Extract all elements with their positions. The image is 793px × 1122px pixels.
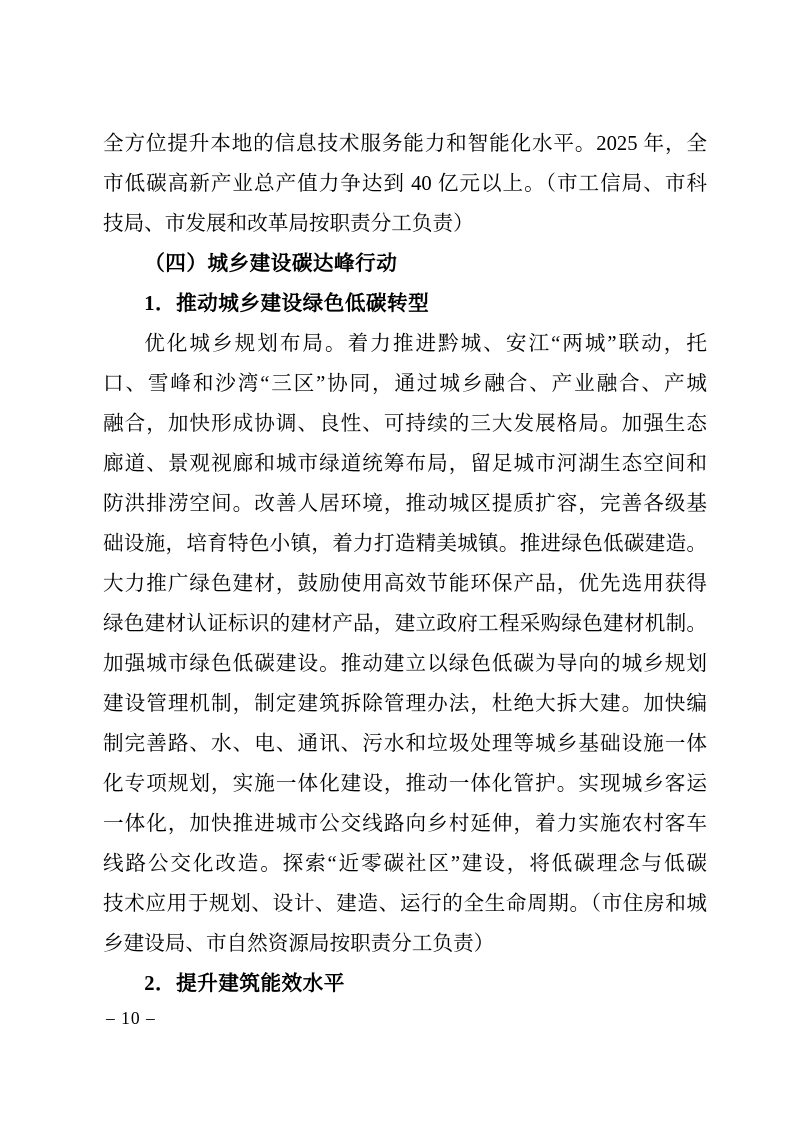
text-line: 大力推广绿色建材，鼓励使用高效节能环保产品，优先选用获得 [103,573,707,595]
text-line: 融合，加快形成协调、良性、可持续的三大发展格局。加强生态 [103,413,707,435]
heading-section-four: （四）城乡建设碳达峰行动 [144,253,398,275]
text-line: 口、雪峰和沙湾“三区”协同，通过城乡融合、产业融合、产城 [103,373,707,395]
document-body [103,124,707,1004]
text-line: 建设管理机制，制定建筑拆除管理办法，杜绝大拆大建。加快编 [103,693,707,715]
text-line: 技术应用于规划、设计、建造、运行的全生命周期。（市住房和城 [103,893,707,915]
text-line: 线路公交化改造。探索“近零碳社区”建设，将低碳理念与低碳 [103,853,707,875]
text-line: 绿色建材认证标识的建材产品，建立政府工程采购绿色建材机制。 [103,613,707,635]
text-line: 全方位提升本地的信息技术服务能力和智能化水平。2025 年，全 [103,133,707,155]
heading-sub-1: 1．推动城乡建设绿色低碳转型 [144,293,430,315]
text-line: 制完善路、水、电、通讯、污水和垃圾处理等城乡基础设施一体 [103,733,707,755]
text-line: 防洪排涝空间。改善人居环境，推动城区提质扩容，完善各级基 [103,493,707,515]
text-line: 优化城乡规划布局。着力推进黔城、安江“两城”联动，托 [144,333,707,355]
text-line: 廊道、景观视廊和城市绿道统筹布局，留足城市河湖生态空间和 [103,453,707,475]
text-line: 一体化，加快推进城市公交线路向乡村延伸，着力实施农村客车 [103,813,707,835]
text-line: 市低碳高新产业总产值力争达到 40 亿元以上。（市工信局、市科 [103,173,707,195]
page-number: – 10 – [106,1008,156,1028]
heading-sub-2: 2．提升建筑能效水平 [144,973,345,995]
text-line: 技局、市发展和改革局按职责分工负责） [103,213,474,235]
text-line: 乡建设局、市自然资源局按职责分工负责） [103,933,495,955]
text-line: 加强城市绿色低碳建设。推动建立以绿色低碳为导向的城乡规划 [103,653,707,675]
text-line: 化专项规划，实施一体化建设，推动一体化管护。实现城乡客运 [103,773,707,795]
text-line: 础设施，培育特色小镇，着力打造精美城镇。推进绿色低碳建造。 [103,533,707,555]
